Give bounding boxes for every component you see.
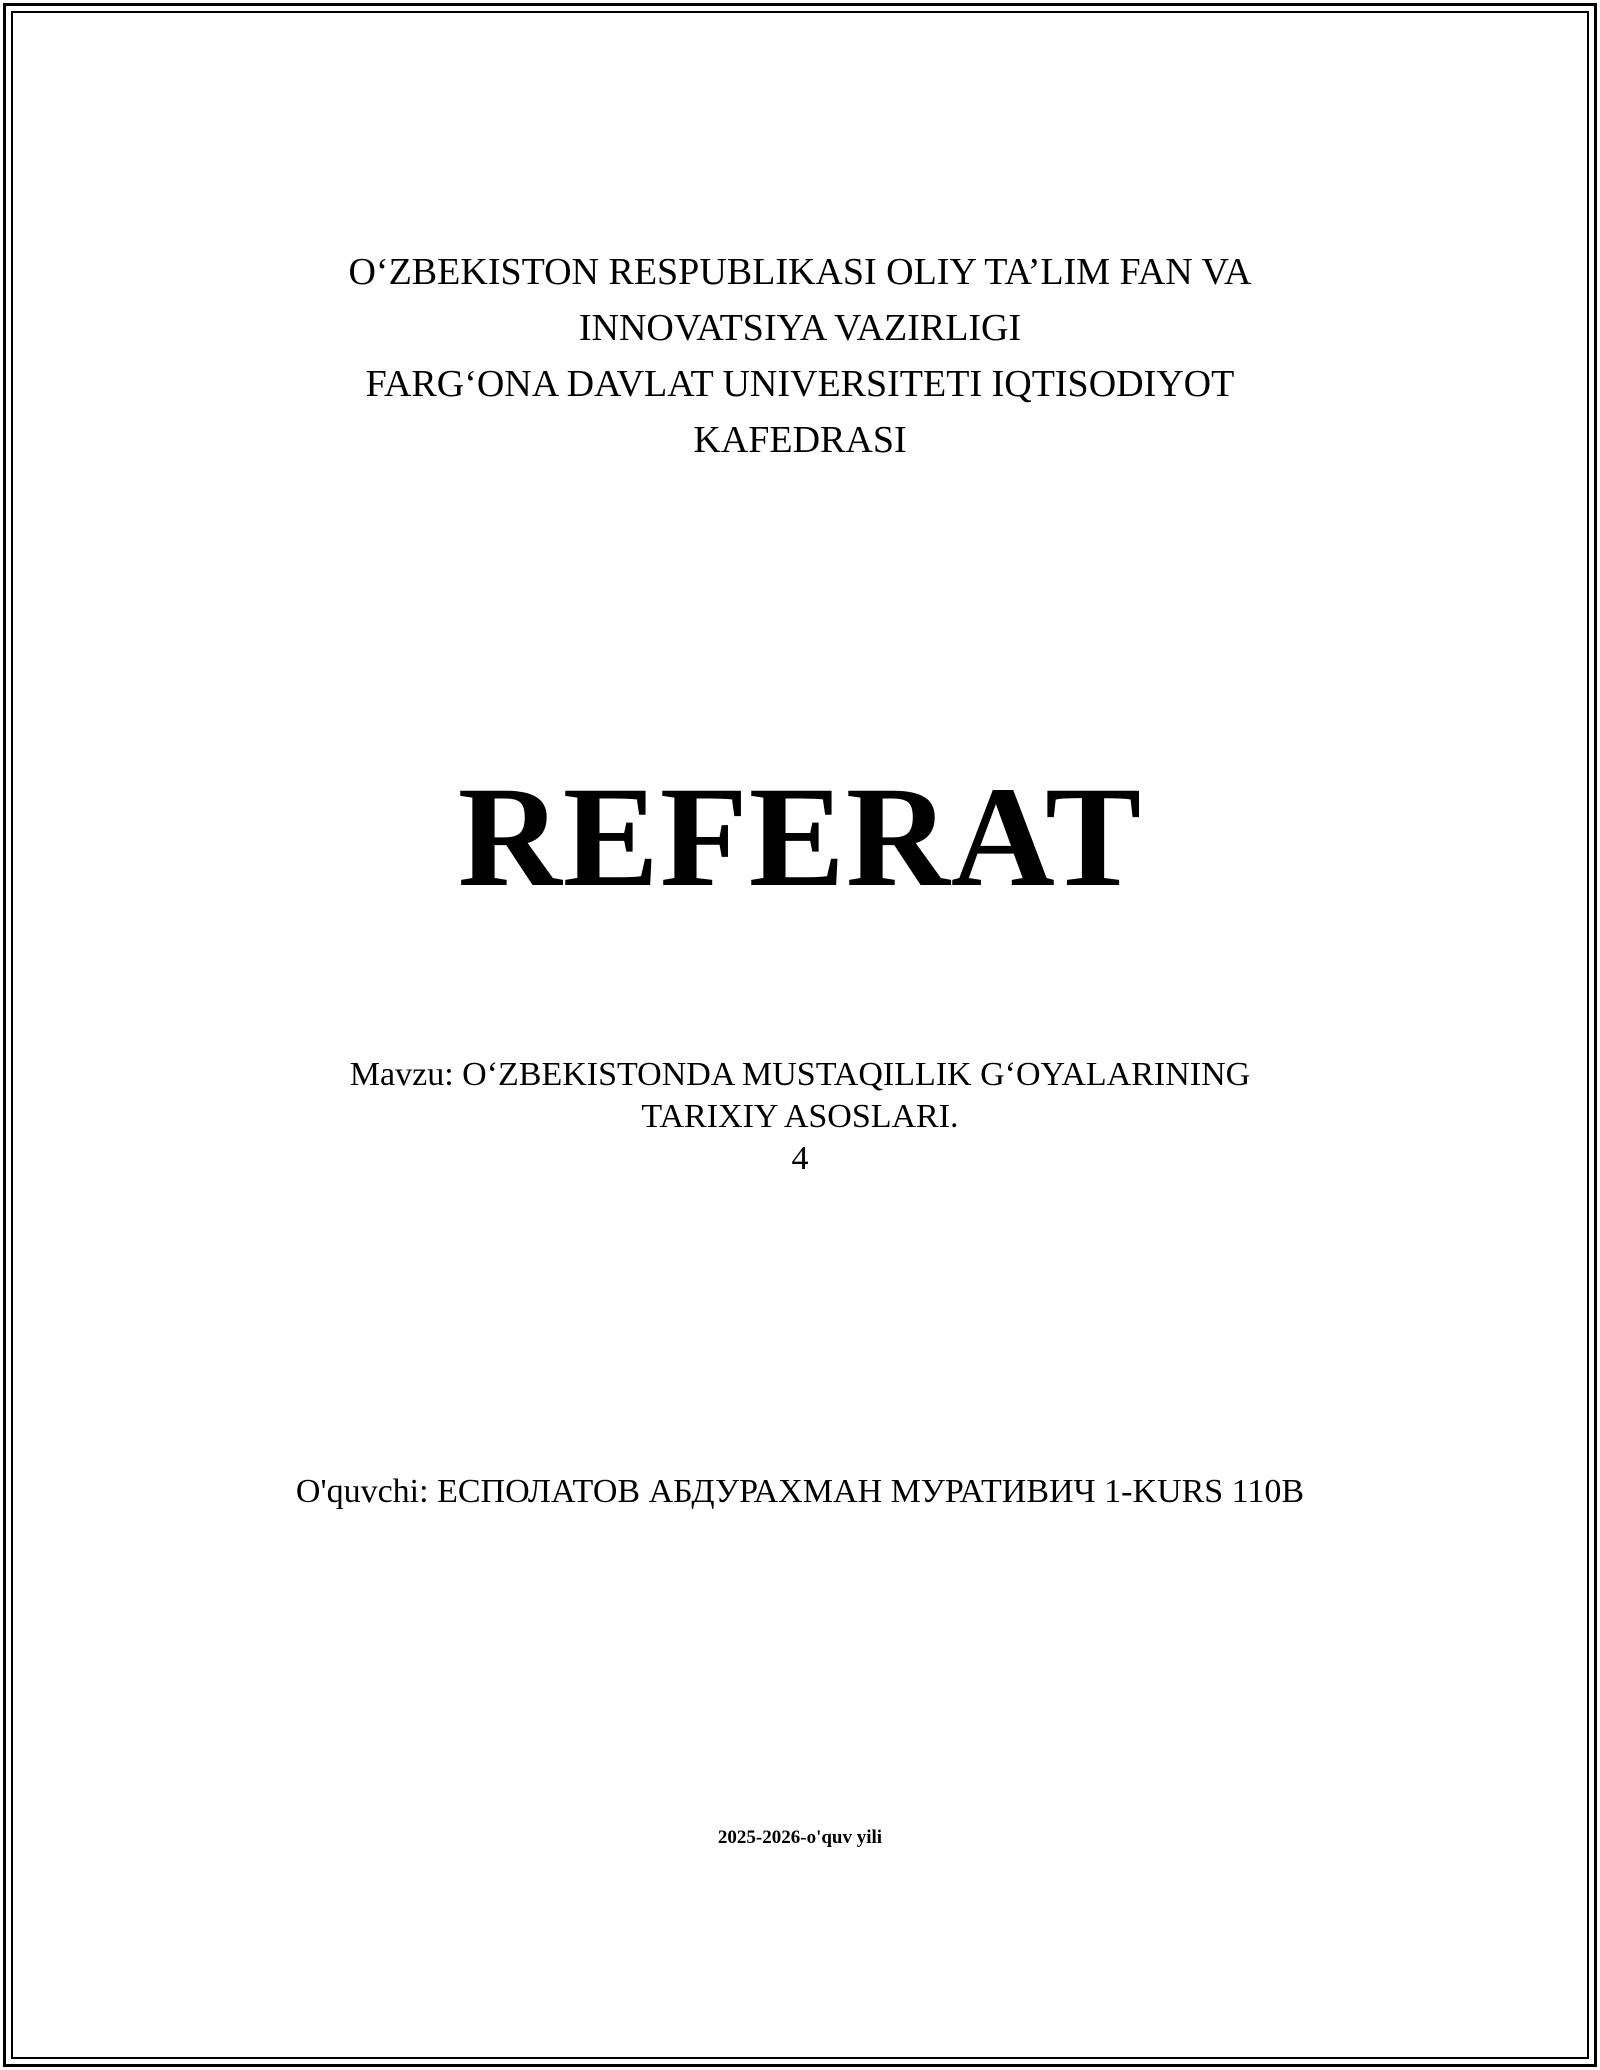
topic-line-1: Mavzu: O‘ZBEKISTONDA MUSTAQILLIK G‘OYALARINING bbox=[349, 1056, 1251, 1093]
student-info: O'quvchi: ЕСПОЛАТОВ АБДУРАХМАН МУРАТИВИЧ 1-KURS 110B bbox=[295, 1473, 1305, 1510]
institution-header bbox=[0, 244, 1600, 468]
topic-block bbox=[0, 1054, 1600, 1180]
header-line-department: KAFEDRASI bbox=[693, 419, 907, 461]
header-line-ministry-2: INNOVATSIYA VAZIRLIGI bbox=[578, 307, 1022, 349]
document-title: REFERAT bbox=[457, 758, 1143, 917]
topic-line-2: TARIXIY ASOSLARI. bbox=[641, 1098, 959, 1135]
academic-year: 2025-2026-o'quv yili bbox=[717, 1827, 883, 1848]
header-line-university: FARG‘ONA DAVLAT UNIVERSITETI IQTISODIYOT bbox=[365, 363, 1235, 405]
topic-line-3: 4 bbox=[791, 1140, 809, 1177]
header-line-ministry-1: O‘ZBEKISTON RESPUBLIKASI OLIY TA’LIM FAN VA bbox=[348, 251, 1252, 293]
